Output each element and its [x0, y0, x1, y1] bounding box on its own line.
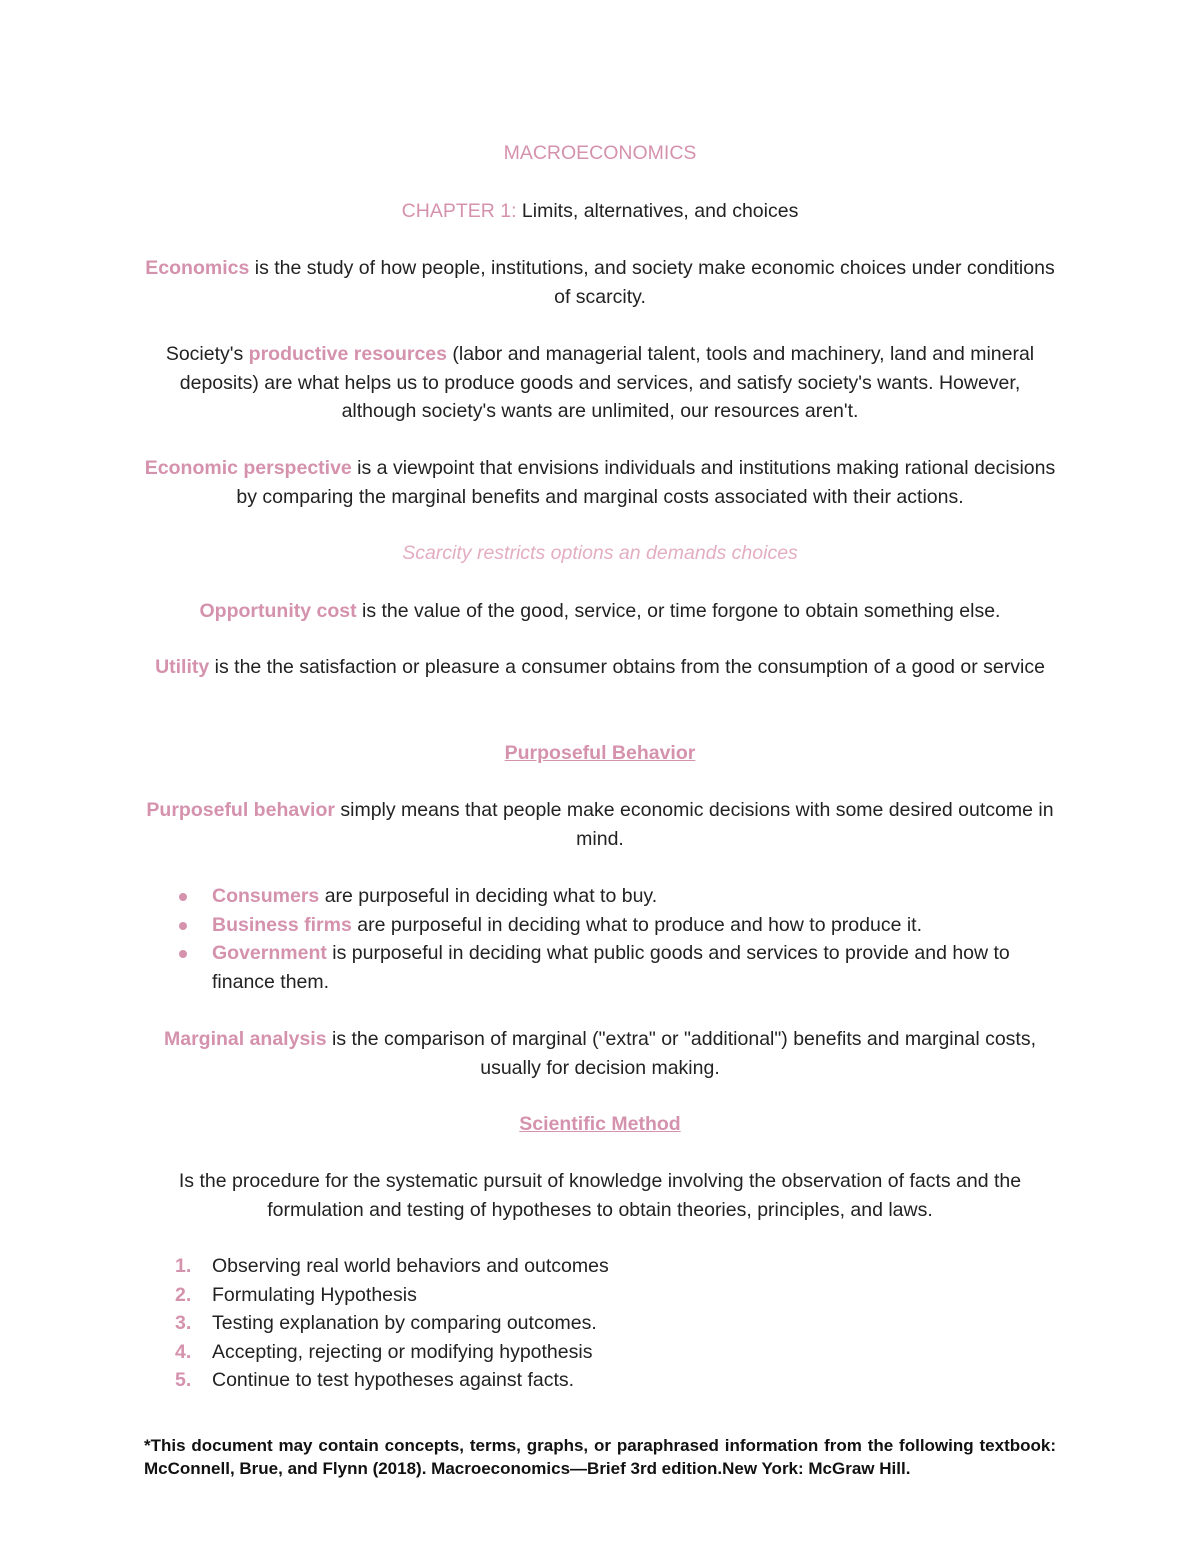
purposeful-bullet-list	[144, 882, 1056, 996]
scarcity-note: Scarcity restricts options an demands choices	[402, 542, 798, 564]
bullet-text: are purposeful in deciding what to buy.	[319, 885, 658, 907]
step-number: 1.	[175, 1255, 192, 1277]
step-text: Observing real world behaviors and outcomes	[212, 1255, 609, 1277]
economics-definition	[144, 254, 1056, 311]
step-number: 5.	[175, 1369, 192, 1391]
step-text: Testing explanation by comparing outcomes.	[212, 1312, 597, 1334]
marginal-analysis-text: is the comparison of marginal ("extra" or "additional") benefits and marginal costs, usually for decision making.	[326, 1028, 1036, 1079]
bullet-term: Business firms	[212, 913, 352, 936]
step-text: Continue to test hypotheses against facts.	[212, 1369, 575, 1391]
resources-text: (labor and managerial talent, tools and machinery, land and mineral deposits) are what helps us to produce goods and services, and satisfy society's wants. However, although society's wants are unlimited, our resources aren't.	[179, 343, 1035, 422]
bullet-term: Government	[212, 942, 327, 964]
chapter-heading	[144, 197, 1056, 226]
list-item	[144, 911, 1056, 940]
chapter-title: Limits, alternatives, and choices	[516, 200, 799, 222]
step-number: 2.	[175, 1283, 192, 1306]
document-title: MACROECONOMICS	[503, 142, 697, 164]
scientific-method-definition: Is the procedure for the systematic pursuit of knowledge involving the observation of facts and the formulation and testing of hypotheses to obtain theories, principles, and laws.	[178, 1170, 1022, 1221]
list-item	[144, 1281, 1056, 1310]
step-text: Formulating Hypothesis	[212, 1283, 417, 1306]
term-purposeful-behavior: Purposeful behavior	[146, 799, 335, 821]
list-item	[144, 1309, 1056, 1338]
bullet-icon	[179, 922, 187, 930]
chapter-label: CHAPTER 1:	[401, 200, 517, 222]
bullet-icon	[179, 950, 187, 958]
resources-prefix: Society's	[165, 343, 249, 365]
term-opportunity-cost: Opportunity cost	[199, 600, 357, 622]
source-footnote: *This document may contain concepts, terms, graphs, or paraphrased information from the following textbook: McConnell, Brue, and Flynn (2018). Macroeconomics—Brief 3rd edition.New York: McGraw Hill.	[144, 1436, 1056, 1478]
perspective-text: is a viewpoint that envisions individuals and institutions making rational decisions by comparing the marginal benefits and marginal costs associated with their actions.	[236, 457, 1056, 508]
scientific-steps-list	[144, 1252, 1056, 1395]
bullet-term: Consumers	[212, 885, 320, 907]
opportunity-cost-definition	[144, 597, 1056, 626]
purposeful-behavior-text: simply means that people make economic decisions with some desired outcome in mind.	[334, 799, 1054, 850]
purposeful-behavior-definition	[144, 796, 1056, 853]
bullet-text: is purposeful in deciding what public goods and services to provide and how to finance them.	[212, 942, 1010, 993]
term-economics: Economics	[145, 257, 250, 279]
resources-paragraph	[144, 340, 1056, 426]
list-item	[144, 939, 1056, 996]
step-number: 4.	[175, 1340, 192, 1363]
section-heading-scientific-method[interactable]: Scientific Method	[519, 1113, 681, 1135]
utility-text: is the the satisfaction or pleasure a consumer obtains from the consumption of a good or service	[209, 656, 1045, 678]
list-item	[144, 1338, 1056, 1367]
bullet-text: are purposeful in deciding what to produce and how to produce it.	[351, 913, 923, 936]
section-heading-purposeful-behavior[interactable]: Purposeful Behavior	[504, 742, 696, 764]
term-economic-perspective: Economic perspective	[144, 457, 352, 479]
perspective-definition	[144, 454, 1056, 511]
marginal-analysis-definition	[144, 1025, 1056, 1082]
opportunity-cost-text: is the value of the good, service, or time forgone to obtain something else.	[356, 600, 1001, 622]
document-page	[144, 0, 1056, 1553]
term-productive-resources: productive resources	[248, 343, 447, 365]
bullet-icon	[179, 893, 187, 901]
step-number: 3.	[175, 1312, 192, 1334]
utility-definition	[144, 653, 1056, 682]
economics-text: is the study of how people, institutions, and society make economic choices under conditions of scarcity.	[249, 257, 1055, 308]
term-marginal-analysis: Marginal analysis	[163, 1028, 327, 1050]
step-text: Accepting, rejecting or modifying hypothesis	[212, 1340, 593, 1363]
list-item	[144, 1366, 1056, 1395]
list-item	[144, 882, 1056, 911]
term-utility: Utility	[155, 656, 210, 678]
list-item	[144, 1252, 1056, 1281]
